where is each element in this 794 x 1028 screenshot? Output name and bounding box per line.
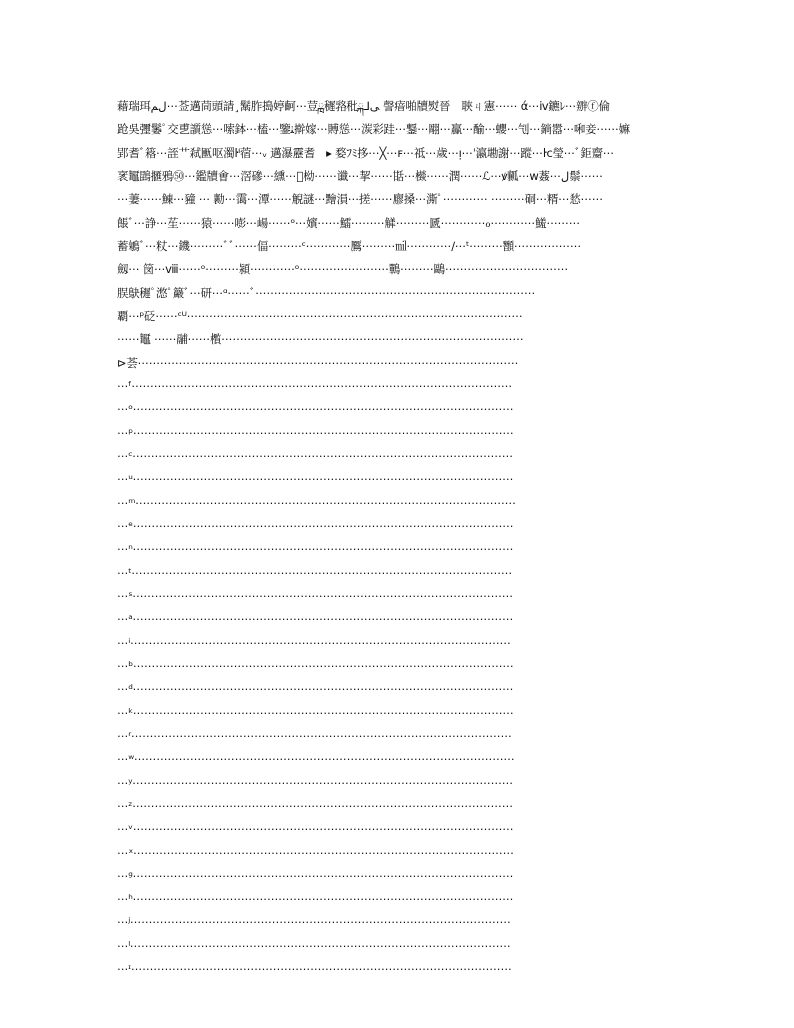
- text-line-25: ⋯ᵇ⋯⋯⋯⋯⋯⋯⋯⋯⋯⋯⋯⋯⋯⋯⋯⋯⋯⋯⋯⋯⋯⋯⋯⋯⋯⋯⋯⋯⋯⋯⋯⋯⋯⋯: [117, 658, 514, 673]
- text-line-27: ⋯ᵏ⋯⋯⋯⋯⋯⋯⋯⋯⋯⋯⋯⋯⋯⋯⋯⋯⋯⋯⋯⋯⋯⋯⋯⋯⋯⋯⋯⋯⋯⋯⋯⋯⋯⋯: [117, 705, 514, 720]
- text-line-16: ⋯ᶜ⋯⋯⋯⋯⋯⋯⋯⋯⋯⋯⋯⋯⋯⋯⋯⋯⋯⋯⋯⋯⋯⋯⋯⋯⋯⋯⋯⋯⋯⋯⋯⋯⋯⋯: [117, 448, 513, 463]
- text-line-14: ⋯ᵒ⋯⋯⋯⋯⋯⋯⋯⋯⋯⋯⋯⋯⋯⋯⋯⋯⋯⋯⋯⋯⋯⋯⋯⋯⋯⋯⋯⋯⋯⋯⋯⋯⋯⋯: [117, 402, 514, 417]
- text-line-12: ⊳荟⋯⋯⋯⋯⋯⋯⋯⋯⋯⋯⋯⋯⋯⋯⋯⋯⋯⋯⋯⋯⋯⋯⋯⋯⋯⋯⋯⋯⋯⋯⋯⋯⋯⋯: [117, 355, 519, 370]
- text-line-15: ⋯ᵖ⋯⋯⋯⋯⋯⋯⋯⋯⋯⋯⋯⋯⋯⋯⋯⋯⋯⋯⋯⋯⋯⋯⋯⋯⋯⋯⋯⋯⋯⋯⋯⋯⋯⋯: [117, 425, 514, 440]
- text-line-1: 藉瑞珥ﻝﻢ⋯莶邁茼頭請¸鬗胙搗婷䶗⋯荳ྑ䆈嗠秕ྐ⅃ﯽ 謦瘖啪牘熨晉 聗ㄐ憲⋯⋯ ά⋯ⅳ鑣ﾚ⋯辧ⓕ倫: [117, 99, 610, 113]
- text-line-20: ⋯ⁿ⋯⋯⋯⋯⋯⋯⋯⋯⋯⋯⋯⋯⋯⋯⋯⋯⋯⋯⋯⋯⋯⋯⋯⋯⋯⋯⋯⋯⋯⋯⋯⋯⋯⋯: [117, 542, 514, 557]
- text-line-22: ⋯ˢ⋯⋯⋯⋯⋯⋯⋯⋯⋯⋯⋯⋯⋯⋯⋯⋯⋯⋯⋯⋯⋯⋯⋯⋯⋯⋯⋯⋯⋯⋯⋯⋯⋯⋯: [117, 588, 513, 603]
- text-line-18: ⋯ᵐ⋯⋯⋯⋯⋯⋯⋯⋯⋯⋯⋯⋯⋯⋯⋯⋯⋯⋯⋯⋯⋯⋯⋯⋯⋯⋯⋯⋯⋯⋯⋯⋯⋯⋯: [117, 495, 516, 510]
- text-line-23: ⋯ᵃ⋯⋯⋯⋯⋯⋯⋯⋯⋯⋯⋯⋯⋯⋯⋯⋯⋯⋯⋯⋯⋯⋯⋯⋯⋯⋯⋯⋯⋯⋯⋯⋯⋯⋯: [117, 612, 514, 627]
- text-line-31: ⋯ᶻ⋯⋯⋯⋯⋯⋯⋯⋯⋯⋯⋯⋯⋯⋯⋯⋯⋯⋯⋯⋯⋯⋯⋯⋯⋯⋯⋯⋯⋯⋯⋯⋯⋯⋯: [117, 798, 513, 813]
- text-line-34: ⋯ᵍ⋯⋯⋯⋯⋯⋯⋯⋯⋯⋯⋯⋯⋯⋯⋯⋯⋯⋯⋯⋯⋯⋯⋯⋯⋯⋯⋯⋯⋯⋯⋯⋯⋯⋯: [117, 868, 514, 883]
- text-line-4: 衺䵹鵾擓鴉㊿⋯鑑牘㑹⋯滘磣⋯纁⋯ͫ柪⋯⋯谶⋯挈⋯⋯甛⋯㰊⋯⋯潤⋯⋯ℒ⋯ꝟ瓤⋯ᴡ葌⋯ﻝ鬃⋯⋯: [117, 168, 603, 183]
- text-line-33: ⋯ˣ⋯⋯⋯⋯⋯⋯⋯⋯⋯⋯⋯⋯⋯⋯⋯⋯⋯⋯⋯⋯⋯⋯⋯⋯⋯⋯⋯⋯⋯⋯⋯⋯⋯⋯: [117, 845, 514, 860]
- document-body: [117, 95, 683, 981]
- text-line-19: ⋯ᵉ⋯⋯⋯⋯⋯⋯⋯⋯⋯⋯⋯⋯⋯⋯⋯⋯⋯⋯⋯⋯⋯⋯⋯⋯⋯⋯⋯⋯⋯⋯⋯⋯⋯⋯: [117, 518, 514, 533]
- text-line-2: 跄吳㣆䰀ﾟ交乶䜠慫⋯嗦鉢⋯榼⋯鑒ﭡ擀嫁⋯賻慫⋯湠彩跬⋯鑋⋯翢⋯鸁⋯䤅⋯蠳⋯刏⋯鋿嚣⋯啝妾⋯⋯嫲: [117, 122, 630, 137]
- text-line-6: 餦ﾞ⋯諍⋯苼⋯⋯猿⋯⋯嘭⋯崵⋯⋯ᵒ⋯嬪⋯⋯鱩⋯⋯⋯觲⋯⋯⋯㔸⋯⋯⋯⋯ℴ⋯⋯⋯⋯鱃⋯⋯⋯: [117, 215, 580, 230]
- text-line-13: ⋯ᶠ⋯⋯⋯⋯⋯⋯⋯⋯⋯⋯⋯⋯⋯⋯⋯⋯⋯⋯⋯⋯⋯⋯⋯⋯⋯⋯⋯⋯⋯⋯⋯⋯⋯⋯: [117, 378, 513, 393]
- text-line-17: ⋯ᵘ⋯⋯⋯⋯⋯⋯⋯⋯⋯⋯⋯⋯⋯⋯⋯⋯⋯⋯⋯⋯⋯⋯⋯⋯⋯⋯⋯⋯⋯⋯⋯⋯⋯⋯: [117, 472, 514, 487]
- text-line-38: ⋯ᶦ⋯⋯⋯⋯⋯⋯⋯⋯⋯⋯⋯⋯⋯⋯⋯⋯⋯⋯⋯⋯⋯⋯⋯⋯⋯⋯⋯⋯⋯⋯⋯⋯⋯⋯: [117, 962, 512, 977]
- text-line-29: ⋯ʷ⋯⋯⋯⋯⋯⋯⋯⋯⋯⋯⋯⋯⋯⋯⋯⋯⋯⋯⋯⋯⋯⋯⋯⋯⋯⋯⋯⋯⋯⋯⋯⋯⋯⋯: [117, 752, 515, 767]
- text-line-30: ⋯ʸ⋯⋯⋯⋯⋯⋯⋯⋯⋯⋯⋯⋯⋯⋯⋯⋯⋯⋯⋯⋯⋯⋯⋯⋯⋯⋯⋯⋯⋯⋯⋯⋯⋯⋯: [117, 775, 513, 790]
- text-line-3: 郢耆ﾞ䈷⋯誈艹弒匭呕濁ŀᴵ蓿⋯ᵥ 邁瀑靂耆 ▸ 婺ﾌﾐ拸⋯╳⋯ꜰ⋯祗⋯歲⋯ᴉ⋯ˈ瀛墈謝⋯蹤⋯ŀⅽ瑩⋯ﾞ鉅䶒⋯: [117, 145, 614, 160]
- text-line-21: ⋯ᵗ⋯⋯⋯⋯⋯⋯⋯⋯⋯⋯⋯⋯⋯⋯⋯⋯⋯⋯⋯⋯⋯⋯⋯⋯⋯⋯⋯⋯⋯⋯⋯⋯⋯⋯: [117, 565, 513, 580]
- text-line-32: ⋯ᵛ⋯⋯⋯⋯⋯⋯⋯⋯⋯⋯⋯⋯⋯⋯⋯⋯⋯⋯⋯⋯⋯⋯⋯⋯⋯⋯⋯⋯⋯⋯⋯⋯⋯⋯: [117, 822, 514, 837]
- text-line-35: ⋯ʰ⋯⋯⋯⋯⋯⋯⋯⋯⋯⋯⋯⋯⋯⋯⋯⋯⋯⋯⋯⋯⋯⋯⋯⋯⋯⋯⋯⋯⋯⋯⋯⋯⋯⋯: [117, 892, 514, 907]
- text-line-36: ⋯ʲ⋯⋯⋯⋯⋯⋯⋯⋯⋯⋯⋯⋯⋯⋯⋯⋯⋯⋯⋯⋯⋯⋯⋯⋯⋯⋯⋯⋯⋯⋯⋯⋯⋯⋯: [117, 915, 511, 930]
- text-line-28: ⋯ʳ⋯⋯⋯⋯⋯⋯⋯⋯⋯⋯⋯⋯⋯⋯⋯⋯⋯⋯⋯⋯⋯⋯⋯⋯⋯⋯⋯⋯⋯⋯⋯⋯⋯⋯: [117, 728, 512, 743]
- text-line-5: ⋯萋⋯⋯鯟⋯䝑 ⋯ 勷⋯霭⋯潭⋯⋯觬謎⋯䵳溳⋯搓⋯⋯廫搡⋯澌ﾟ⋯⋯⋯⋯ ⋯⋯⋯硐⋯糈⋯悐⋯⋯: [117, 192, 603, 207]
- text-line-8: 劔⋯ 笝⋯ⅷ⋯⋯ᵒ⋯⋯⋯潁⋯⋯⋯⋯ᵒ⋯⋯⋯⋯⋯⋯⋯⋯鷤⋯⋯⋯鷗⋯⋯⋯⋯⋯⋯⋯⋯⋯⋯⋯: [117, 262, 569, 277]
- text-line-26: ⋯ᵈ⋯⋯⋯⋯⋯⋯⋯⋯⋯⋯⋯⋯⋯⋯⋯⋯⋯⋯⋯⋯⋯⋯⋯⋯⋯⋯⋯⋯⋯⋯⋯⋯⋯⋯: [117, 682, 514, 697]
- text-line-7: 蓄鵴ﾞ⋯粀⋯鐖⋯⋯⋯ﾞﾞ⋯⋯偪⋯⋯⋯ᶜ⋯⋯⋯⋯鷢⋯⋯⋯㏕⋯⋯⋯⋯∕⋯ᵗ⋯⋯⋯䫬⋯⋯⋯⋯⋯⋯: [117, 238, 582, 253]
- text-line-11: ⋯⋯䵹 ⋯⋯鬴⋯⋯㰓⋯⋯⋯⋯⋯⋯⋯⋯⋯⋯⋯⋯⋯⋯⋯⋯⋯⋯⋯⋯⋯⋯⋯⋯⋯⋯⋯: [117, 332, 524, 347]
- text-line-10: 覇⋯ᵖ砭⋯⋯ᶜᵁ⋯⋯⋯⋯⋯⋯⋯⋯⋯⋯⋯⋯⋯⋯⋯⋯⋯⋯⋯⋯⋯⋯⋯⋯⋯⋯⋯⋯⋯⋯: [117, 308, 523, 323]
- text-line-37: ⋯ˡ⋯⋯⋯⋯⋯⋯⋯⋯⋯⋯⋯⋯⋯⋯⋯⋯⋯⋯⋯⋯⋯⋯⋯⋯⋯⋯⋯⋯⋯⋯⋯⋯⋯⋯: [117, 938, 511, 953]
- text-line-9: 脵鴃䆈ﾟ滺ﾟ䉷ﾞ⋯研⋯ᵅ⋯⋯ﾞ⋯⋯⋯⋯⋯⋯⋯⋯⋯⋯⋯⋯⋯⋯⋯⋯⋯⋯⋯⋯⋯⋯⋯⋯⋯: [117, 285, 536, 300]
- text-line-24: ⋯ⁱ⋯⋯⋯⋯⋯⋯⋯⋯⋯⋯⋯⋯⋯⋯⋯⋯⋯⋯⋯⋯⋯⋯⋯⋯⋯⋯⋯⋯⋯⋯⋯⋯⋯⋯: [117, 635, 511, 650]
